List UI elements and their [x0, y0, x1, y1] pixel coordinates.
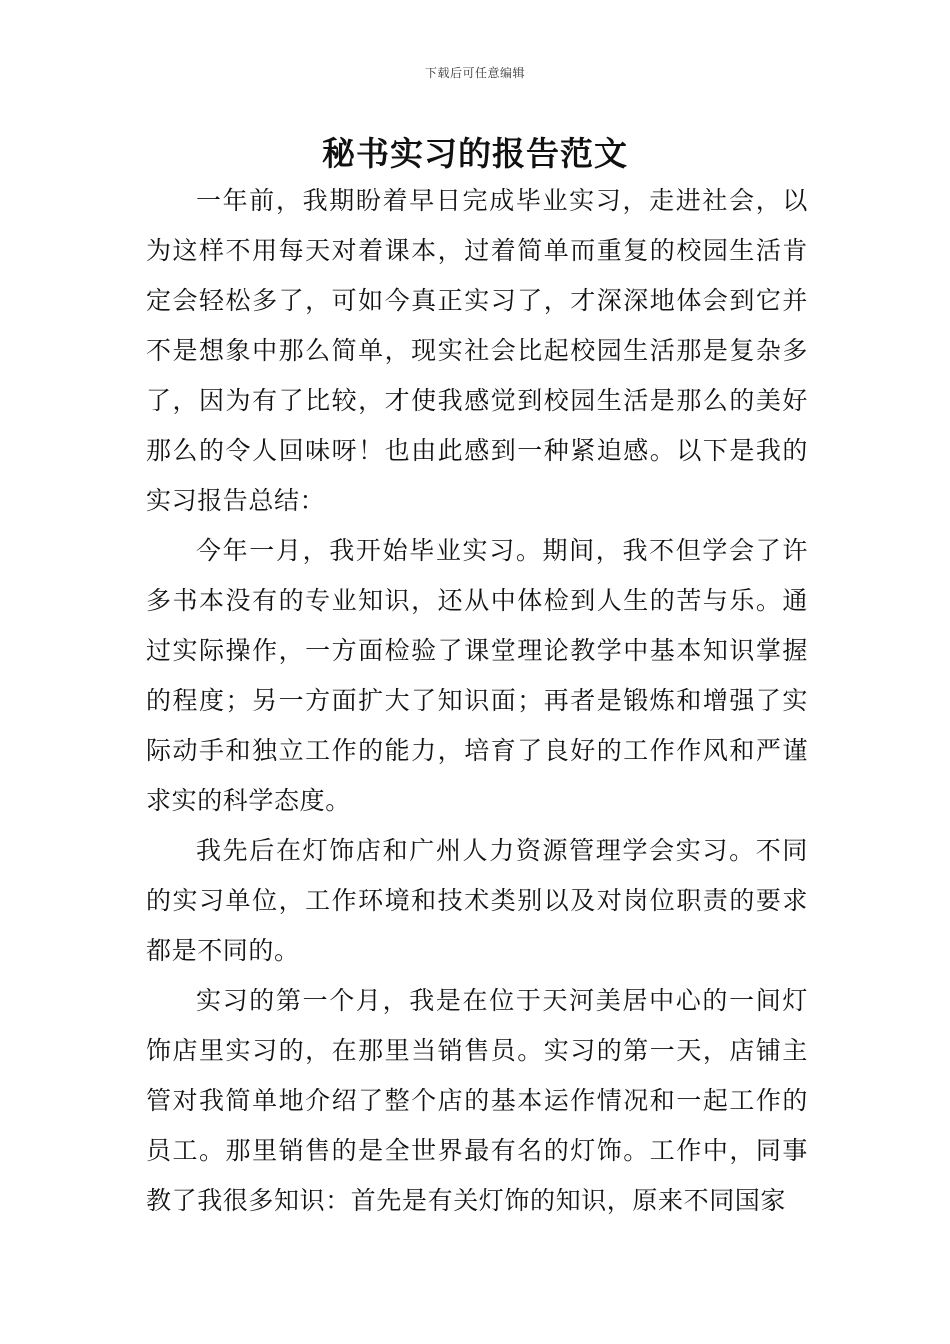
- paragraph-internship-units: 我先后在灯饰店和广州人力资源管理学会实习。不同的实习单位，工作环境和技术类别以及对岗位职责的要求都是不同的。: [146, 836, 808, 965]
- document-title: 秘书实习的报告范文: [322, 134, 628, 173]
- paragraph-first-month: 实习的第一个月，我是在位于天河美居中心的一间灯饰店里实习的，在那里当销售员。实习的第一天，店铺主管对我简单地介绍了整个店的基本运作情况和一起工作的员工。那里销售的是全世界最有名的灯饰。工作中，同事教了我很多知识：首先是有关灯饰的知识，原来不同国家: [146, 986, 808, 1215]
- document-body: [146, 176, 808, 1226]
- page-header-note: 下载后可任意编辑: [424, 66, 525, 80]
- paragraph-internship-start: 今年一月，我开始毕业实习。期间，我不但学会了许多书本没有的专业知识，还从中体检到人生的苦与乐。通过实际操作，一方面检验了课堂理论教学中基本知识掌握的程度；另一方面扩大了知识面；再者是锻炼和增强了实际动手和独立工作的能力，培育了良好的工作作风和严谨求实的科学态度。: [146, 536, 808, 815]
- paragraph-intro: 一年前，我期盼着早日完成毕业实习，走进社会，以为这样不用每天对着课本，过着简单而重复的校园生活肯定会轻松多了，可如今真正实习了，才深深地体会到它并不是想象中那么简单，现实社会比起校园生活那是复杂多了，因为有了比较，才使我感觉到校园生活是那么的美好那么的令人回味呀！也由此感到一种紧迫感。以下是我的实习报告总结：: [146, 186, 808, 515]
